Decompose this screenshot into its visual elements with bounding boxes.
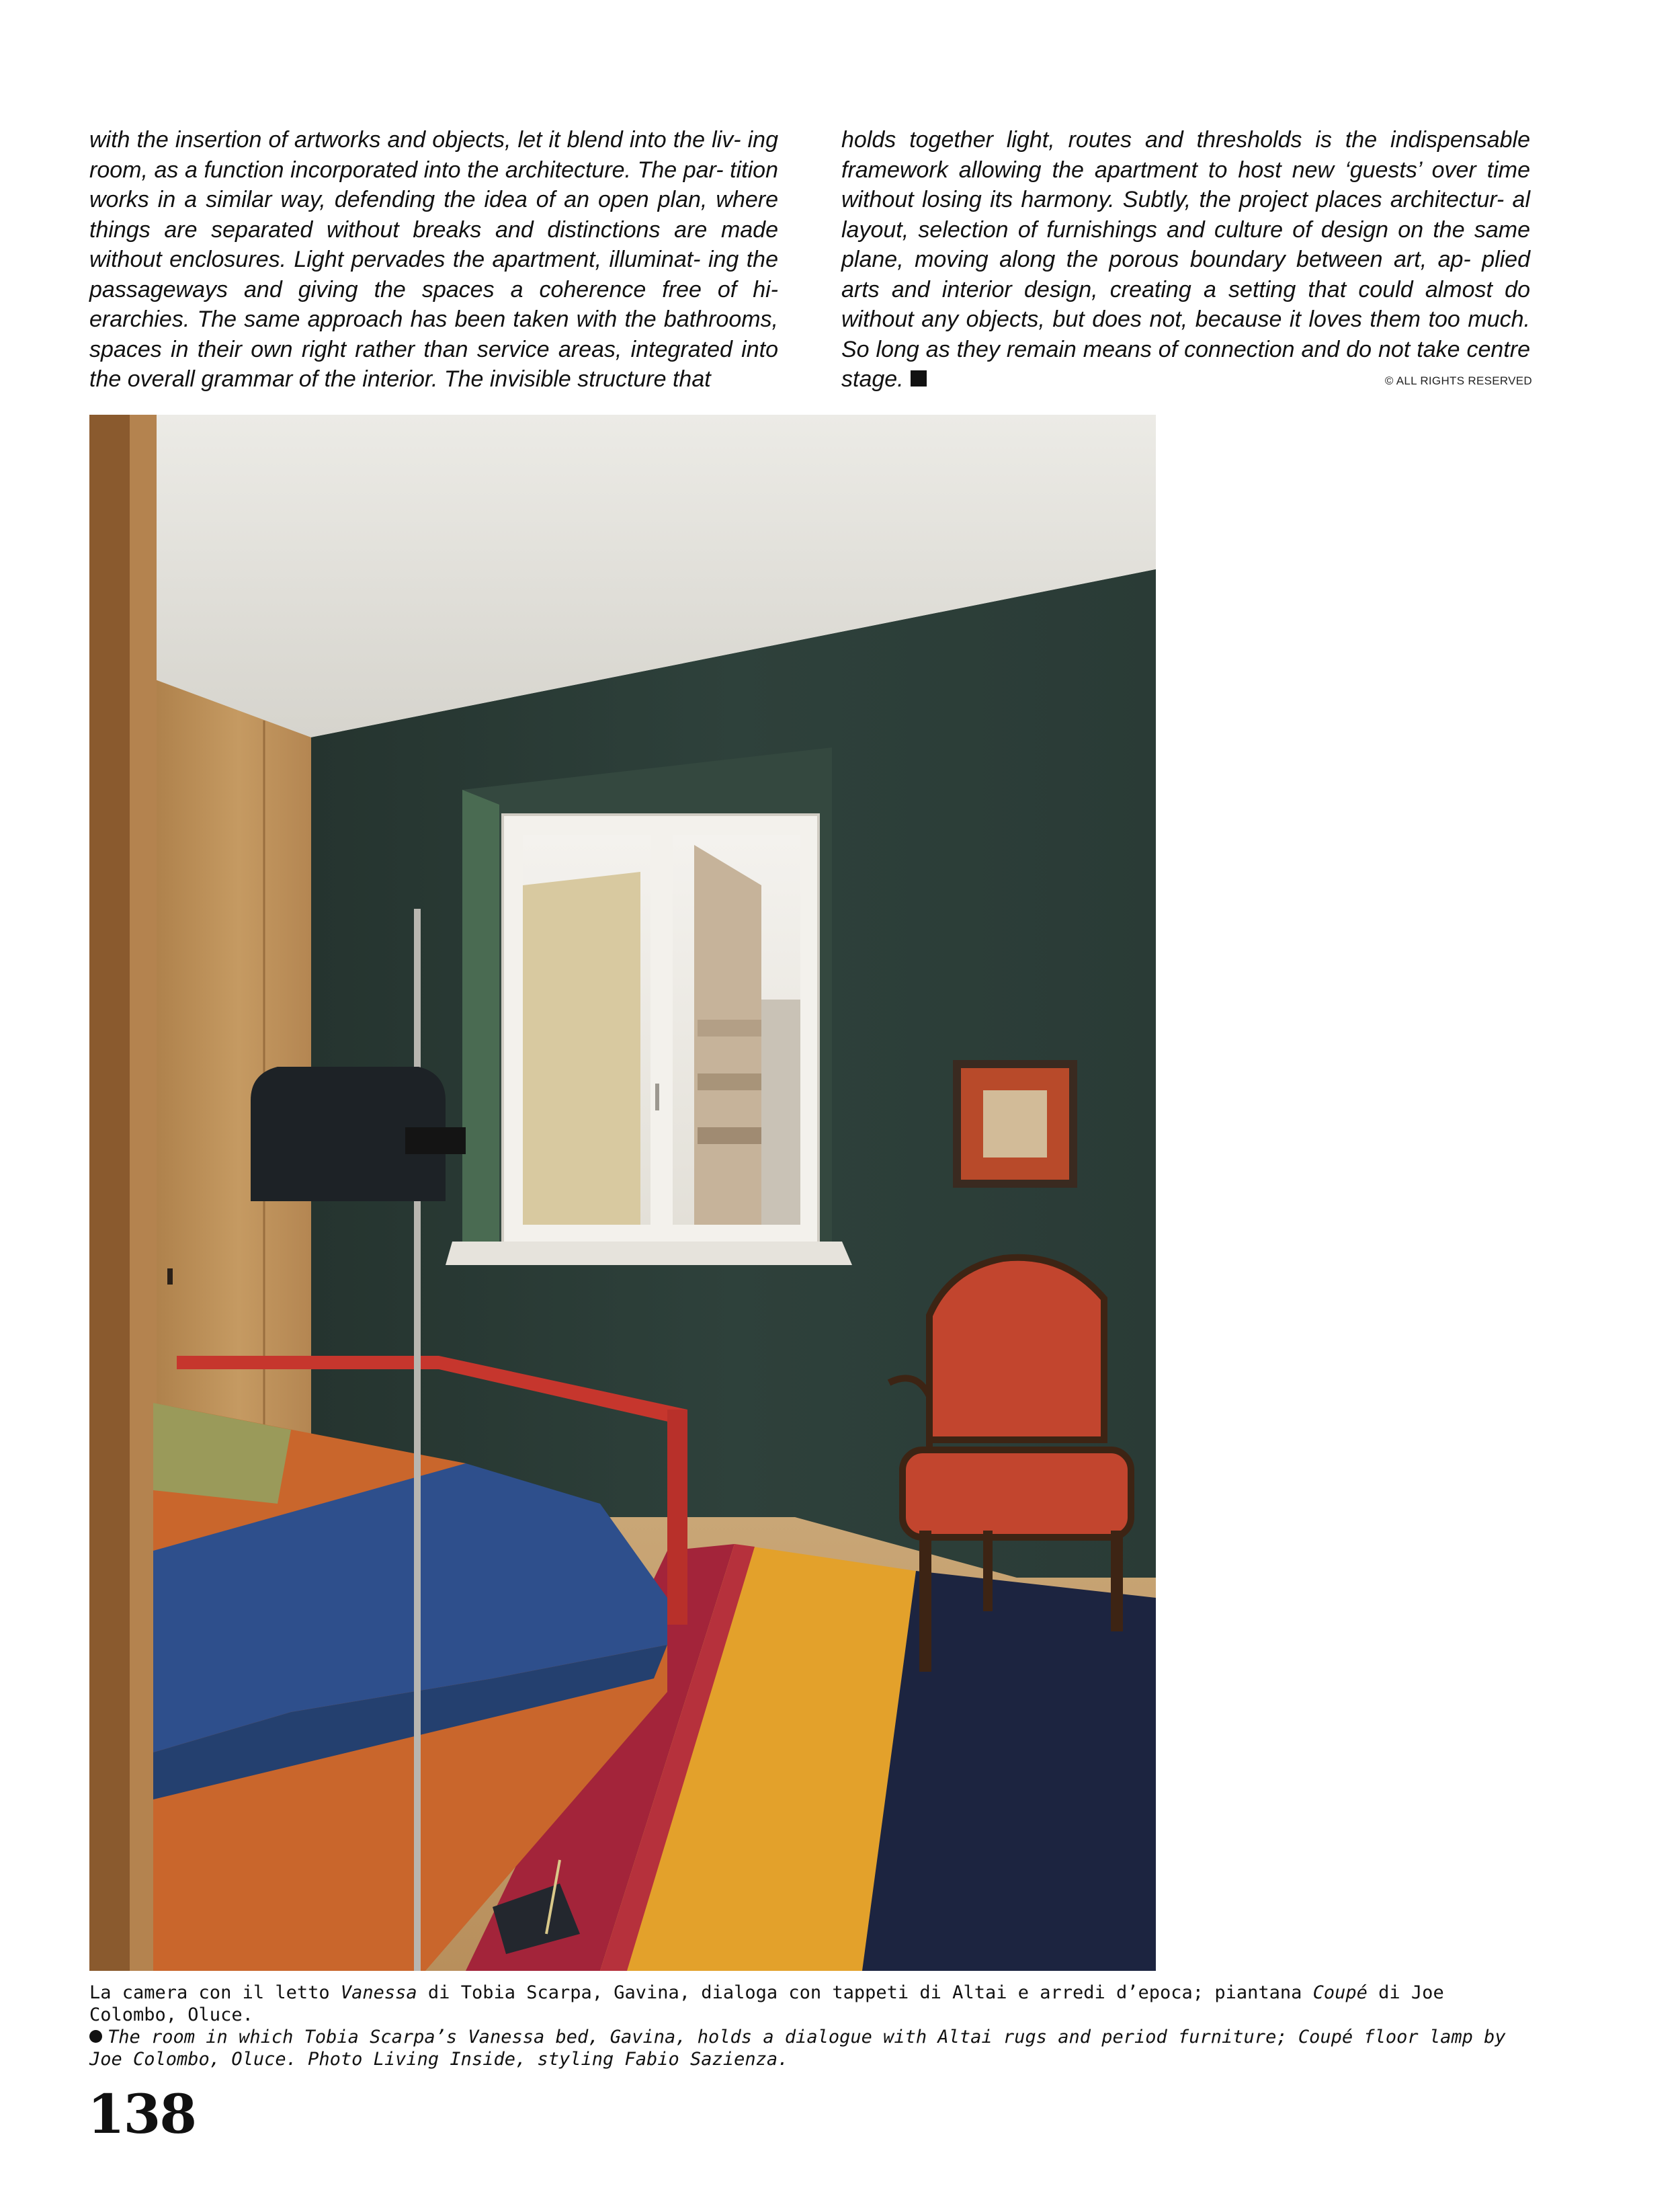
page-number: 138 xyxy=(87,2082,196,2146)
text-line: ing room, as a function incorporated into the architecture. The par- xyxy=(89,127,778,183)
text-line: plied arts and interior design, creating a setting that could almost xyxy=(841,247,1530,302)
window-sill xyxy=(446,1242,852,1265)
caption-english-text: The room in which Tobia Scarpa’s Vanessa bed, Gavina, holds a dialogue with Altai rugs and period furniture; Coupé floor lamp by Joe Colombo, Oluce. Photo Living Inside, styling Fabio Sazienza. xyxy=(89,2027,1506,2070)
text-line: with the insertion of artworks and objects, let it blend into the liv- xyxy=(89,127,741,153)
text-line: same plane, moving along the porous boundary between art, ap- xyxy=(841,216,1530,272)
text-line: framework allowing the apartment to host new ‘guests’ over time xyxy=(841,157,1530,183)
bedroom-photo xyxy=(89,415,1156,1971)
armchair-seat xyxy=(902,1450,1131,1537)
bedroom-illustration xyxy=(89,415,1156,1971)
caption-text: di Tobia Scarpa, Gavina, dialoga con tappeti di Altai e arredi d’epoca; piantana xyxy=(417,1982,1313,2003)
text-line: where things are separated without breaks and distinctions are xyxy=(89,187,778,243)
caption-english xyxy=(89,2026,1534,2070)
caption-italic: Coupé xyxy=(1312,1982,1368,2003)
text-line: ing the passageways and giving the spaces a coherence free of hi- xyxy=(89,247,778,302)
text-line: made without enclosures. Light pervades the apartment, illuminat- xyxy=(89,216,778,272)
text-line: spaces in their own right rather than service areas, integrated into xyxy=(89,336,778,362)
text-line: tition works in a similar way, defending the idea of an open plan, xyxy=(89,157,778,212)
armchair-back xyxy=(929,1258,1104,1440)
copyright-notice: © ALL RIGHTS RESERVED xyxy=(1384,374,1532,387)
text-line: without losing its harmony. Subtly, the project places architectur- xyxy=(841,187,1505,212)
caption-text: di Joe Colombo, Oluce. xyxy=(89,1982,1444,2025)
photo-caption xyxy=(89,1982,1534,2070)
text-line-last: take centre stage. xyxy=(841,336,1530,392)
article-left-column xyxy=(89,125,778,395)
caption-text: La camera con il letto xyxy=(89,1982,341,2003)
article-right-column xyxy=(841,125,1530,395)
end-square-icon xyxy=(911,370,927,387)
text-line: holds together light, routes and thresholds is the indispensable xyxy=(841,127,1530,153)
bullet-dot-icon xyxy=(89,2030,102,2043)
text-line: the overall grammar of the interior. The invisible structure that xyxy=(89,366,711,392)
text-line: al layout, selection of furnishings and culture of design on the xyxy=(841,187,1530,243)
caption-italic: Vanessa xyxy=(340,1982,417,2003)
text-line: do without any objects, but does not, because it loves them too xyxy=(841,276,1530,332)
text-line: erarchies. The same approach has been taken with the bathrooms, xyxy=(89,307,778,332)
caption-italian xyxy=(89,1982,1534,2026)
text-line: much. So long as they remain means of connection and do not xyxy=(841,307,1530,362)
